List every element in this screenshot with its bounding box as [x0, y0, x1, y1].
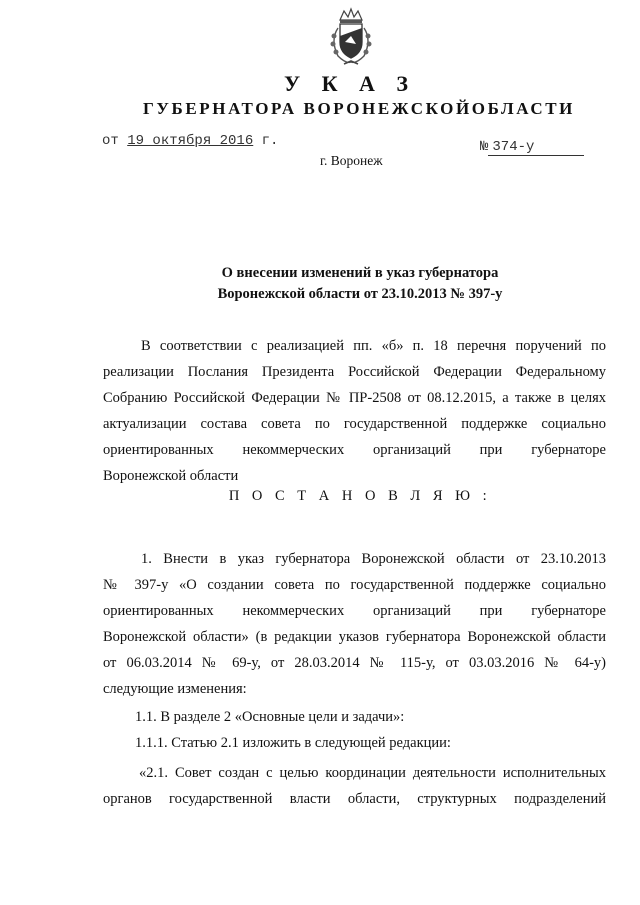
text-line: органов государственной власти области, структурных подразделений — [103, 791, 606, 807]
text-line: актуализации состава совета по государственной поддержке социально — [103, 416, 606, 432]
text-line: от 06.03.2014 № 69-у, от 28.03.2014 № 115-у, от 03.03.2016 № 64-у) — [103, 655, 606, 671]
text-line: следующие изменения: — [103, 681, 247, 697]
decree-date — [102, 133, 278, 149]
heading-line: О внесении изменений в указ губернатора — [221, 265, 499, 281]
issuer-title: ГУБЕРНАТОРА ВОРОНЕЖСКОЙОБЛАСТИ — [143, 99, 575, 118]
number-value: 374-у — [488, 139, 584, 156]
quote-paragraph — [103, 760, 606, 812]
text-line: Воронежской области» (в редакции указов губернатора Воронежской области — [103, 629, 606, 645]
item-1-paragraph — [103, 546, 606, 702]
decree-number — [480, 139, 584, 156]
number-sign: № — [480, 139, 489, 155]
item-1-1-1: 1.1.1. Статью 2.1 изложить в следующей редакции: — [135, 735, 451, 751]
text-line: В соответствии с реализацией пп. «б» п. 18 перечня поручений по — [141, 338, 606, 354]
text-line: Собранию Российской Федерации № ПР-2508 от 08.12.2015, а также в целях — [103, 390, 606, 406]
decree-title: У К А З — [283, 71, 417, 96]
text-line: № 397-у «О создании совета по государственной поддержке социально — [103, 577, 606, 593]
heading-line: Воронежской области от 23.10.2013 № 397-у — [217, 286, 503, 302]
date-prefix: от — [102, 133, 119, 149]
voronezh-coat-of-arms-icon — [318, 6, 384, 72]
decree-city: г. Воронеж — [320, 153, 383, 168]
text-line: «2.1. Совет создан с целью координации деятельности исполнительных — [139, 765, 606, 781]
item-1-1: 1.1. В разделе 2 «Основные цели и задачи»: — [135, 709, 405, 725]
text-line: Воронежской области — [103, 468, 239, 484]
text-line: 1. Внести в указ губернатора Воронежской области от 23.10.2013 — [141, 551, 606, 567]
text-line: ориентированных некоммерческих организаций при губернаторе — [103, 603, 606, 619]
date-value: 19 октября 2016 — [127, 133, 254, 149]
resolve-word: П О С Т А Н О В Л Я Ю : — [228, 488, 492, 504]
text-line: реализации Послания Президента Российской Федерации Федеральному — [103, 364, 606, 380]
decree-heading — [0, 263, 640, 305]
preamble-paragraph — [103, 333, 606, 489]
text-line: ориентированных некоммерческих организаций при губернаторе — [103, 442, 606, 458]
date-suffix: г. — [261, 133, 279, 149]
